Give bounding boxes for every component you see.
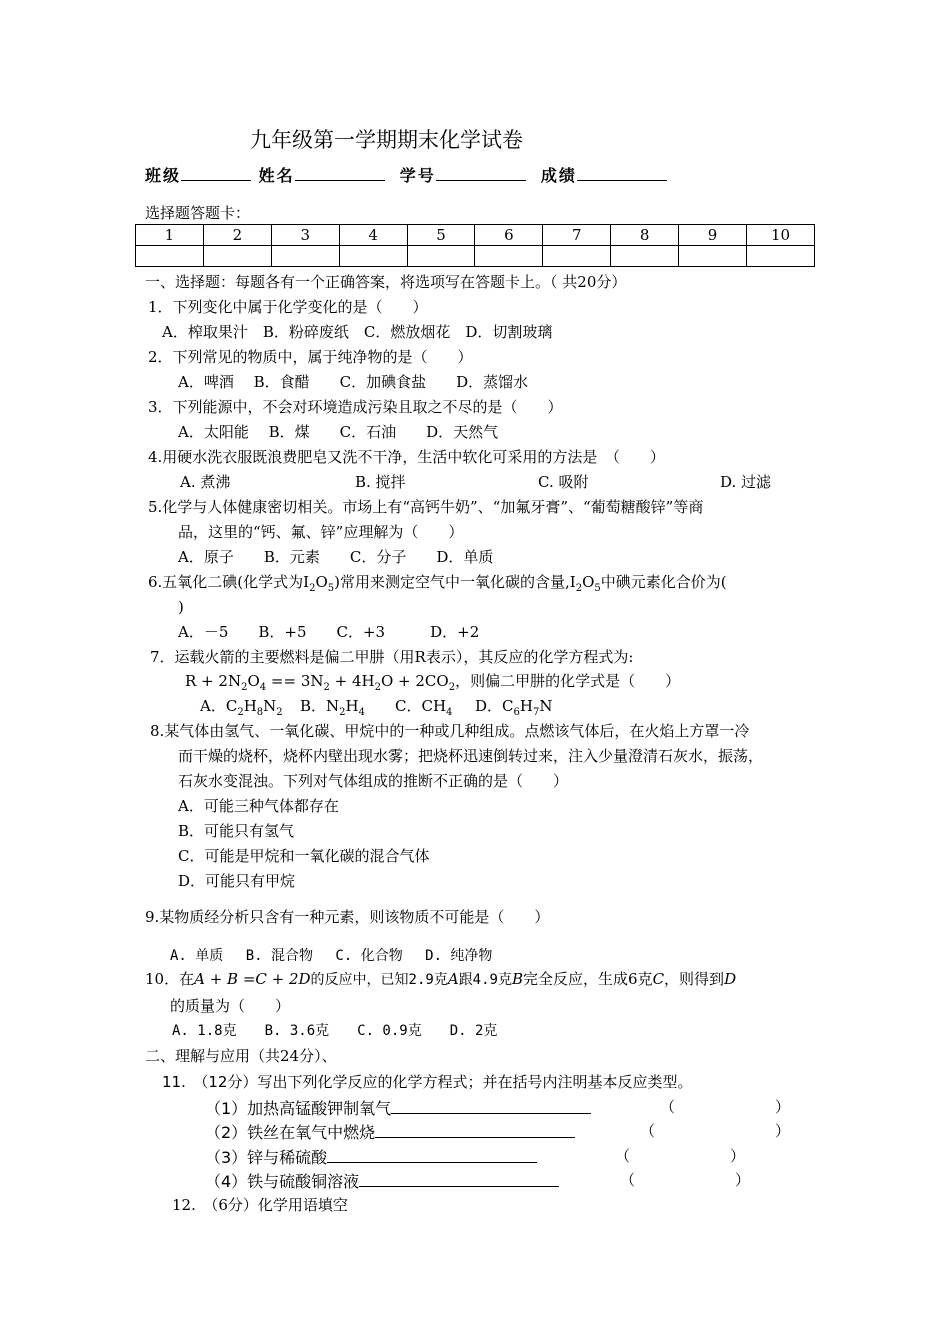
q1-stem: 1．下列变化中属于化学变化的是（ ） <box>148 298 428 316</box>
answer-number-cell: 1 <box>136 225 204 246</box>
q4-option-c: C. 吸附 <box>538 473 589 491</box>
answer-number-cell: 10 <box>747 225 815 246</box>
answer-number-cell: 3 <box>271 225 339 246</box>
name-label: 姓名 <box>258 166 295 185</box>
class-label: 班级 <box>145 166 182 185</box>
answer-card-label: 选择题答题卡： <box>145 204 251 222</box>
answer-card-answer-row <box>136 246 815 267</box>
section1-heading: 一、选择题：每题各有一个正确答案，将选项写在答题卡上。（ 共20分） <box>145 273 627 291</box>
equation-blank[interactable] <box>327 1148 537 1163</box>
q11-type-bracket-4[interactable]: （ ） <box>620 1171 751 1189</box>
equation-blank[interactable] <box>375 1123 575 1138</box>
q1-options: A．榨取果汁 B．粉碎废纸 C．燃放烟花 D．切割玻璃 <box>162 323 553 341</box>
q4-option-b: B. 搅拌 <box>355 473 406 491</box>
q4-option-a: A. 煮沸 <box>180 473 231 491</box>
q8-stem-line3: 石灰水变混浊。下列对气体组成的推断不正确的是（ ） <box>178 772 569 790</box>
answer-cell[interactable] <box>203 246 271 267</box>
answer-number-cell: 9 <box>679 225 747 246</box>
answer-number-cell: 4 <box>339 225 407 246</box>
answer-number-cell: 6 <box>475 225 543 246</box>
q12-stem: 12. （6分）化学用语填空 <box>172 1196 348 1214</box>
q5-stem: 5.化学与人体健康密切相关。市场上有“高钙牛奶”、“加氟牙膏”、“葡萄糖酸锌”等商 <box>148 498 704 516</box>
section2-heading: 二、理解与应用（共24分）、 <box>145 1047 337 1065</box>
q7-stem: 7．运载火箭的主要燃料是偏二甲肼（用R表示），其反应的化学方程式为: <box>150 648 634 666</box>
q7-option-b: B．$N_2H_4$ <box>300 697 365 718</box>
q11-type-bracket-3[interactable]: （ ） <box>615 1147 746 1165</box>
q11-item-2: （2）铁丝在氧气中燃烧 <box>205 1120 575 1143</box>
q7-option-c: C．$CH_4$ <box>395 697 453 718</box>
q7-option-d: D．$C_6H_7N$ <box>475 697 553 718</box>
score-blank[interactable] <box>577 166 667 181</box>
q5-stem-line2: 品，这里的“钙、氟、锌”应理解为（ ） <box>178 523 464 541</box>
answer-card-table <box>135 224 815 267</box>
answer-cell[interactable] <box>271 246 339 267</box>
q7-equation: $R + 2N_2O_4 == 3N_2 + 4H_2O + 2CO_2$，则偏二甲肼的化学式是（ ） <box>185 672 681 693</box>
q6-stem: 6.五氧化二碘(化学式为$I_2O_5$)常用来测定空气中一氧化碳的含量$,I_2O_5$中碘元素化合价为( <box>148 573 727 594</box>
q11-item-3: （3）锌与稀硫酸 <box>205 1145 537 1168</box>
q10-stem-line2: 的质量为（ ） <box>170 997 291 1015</box>
answer-number-cell: 5 <box>407 225 475 246</box>
q5-options: A．原子 B．元素 C．分子 D．单质 <box>178 548 494 566</box>
answer-cell[interactable] <box>747 246 815 267</box>
answer-cell[interactable] <box>407 246 475 267</box>
student-info-line <box>145 163 667 186</box>
q6-options: A．－5 B．+5 C．+3 D．+2 <box>178 623 480 641</box>
q3-stem: 3．下列能源中，不会对环境造成污染且取之不尽的是（ ） <box>148 398 563 416</box>
q11-item-1: （1）加热高锰酸钾制氧气 <box>205 1096 591 1119</box>
q11-item-4: （4）铁与硫酸铜溶液 <box>205 1169 559 1192</box>
q9-options: A. 单质 B. 混合物 C. 化合物 D. 纯净物 <box>170 948 493 964</box>
answer-cell[interactable] <box>679 246 747 267</box>
q11-stem: 11. （12分）写出下列化学反应的化学方程式；并在括号内注明基本反应类型。 <box>162 1073 693 1091</box>
answer-number-cell: 7 <box>543 225 611 246</box>
answer-number-cell: 8 <box>611 225 679 246</box>
id-label: 学号 <box>399 166 436 185</box>
name-blank[interactable] <box>295 166 385 181</box>
id-blank[interactable] <box>436 166 526 181</box>
q2-options: A．啤酒 B．食醋 C．加碘食盐 D．蒸馏水 <box>178 373 529 391</box>
q9-stem: 9.某物质经分析只含有一种元素，则该物质不可能是（ ） <box>145 908 550 926</box>
equation-blank[interactable] <box>359 1172 559 1187</box>
answer-cell[interactable] <box>339 246 407 267</box>
q4-stem: 4.用硬水洗衣服既浪费肥皂又洗不干净，生活中软化可采用的方法是 （ ） <box>148 448 665 466</box>
page-title: 九年级第一学期期末化学试卷 <box>250 128 523 152</box>
q8-stem-line2: 而干燥的烧杯，烧杯内壁出现水雾；把烧杯迅速倒转过来，注入少量澄清石灰水，振荡， <box>178 747 764 765</box>
q6-stem-line2: ) <box>178 598 184 616</box>
score-label: 成绩 <box>540 166 577 185</box>
answer-cell[interactable] <box>475 246 543 267</box>
q11-type-bracket-2[interactable]: （ ） <box>640 1122 791 1140</box>
q8-option-b: B．可能只有氢气 <box>178 822 295 840</box>
answer-cell[interactable] <box>136 246 204 267</box>
q4-option-d: D. 过滤 <box>720 473 772 491</box>
q8-option-a: A．可能三种气体都存在 <box>178 797 339 815</box>
q10-options: A. 1.8克 B. 3.6克 C. 0.9克 D. 2克 <box>172 1023 498 1039</box>
class-blank[interactable] <box>181 166 251 181</box>
q3-options: A．太阳能 B．煤 C．石油 D．天然气 <box>178 423 499 441</box>
q8-option-c: C．可能是甲烷和一氧化碳的混合气体 <box>178 847 430 865</box>
answer-card-number-row <box>136 225 815 246</box>
q2-stem: 2．下列常见的物质中，属于纯净物的是（ ） <box>148 348 473 366</box>
answer-number-cell: 2 <box>203 225 271 246</box>
q8-option-d: D．可能只有甲烷 <box>178 872 296 890</box>
equation-blank[interactable] <box>391 1099 591 1114</box>
q11-type-bracket-1[interactable]: （ ） <box>660 1098 791 1116</box>
q10-stem: 10．在A + B =C + 2D的反应中，已知2.9克A跟4.9克B完全反应，生成6克C，则得到D <box>145 970 737 988</box>
answer-cell[interactable] <box>543 246 611 267</box>
q8-stem: 8.某气体由氢气、一氧化碳、甲烷中的一种或几种组成。点燃该气体后，在火焰上方罩一冷 <box>150 722 750 740</box>
answer-cell[interactable] <box>611 246 679 267</box>
q7-option-a: A．$C_2H_8N_2$ <box>200 697 283 718</box>
